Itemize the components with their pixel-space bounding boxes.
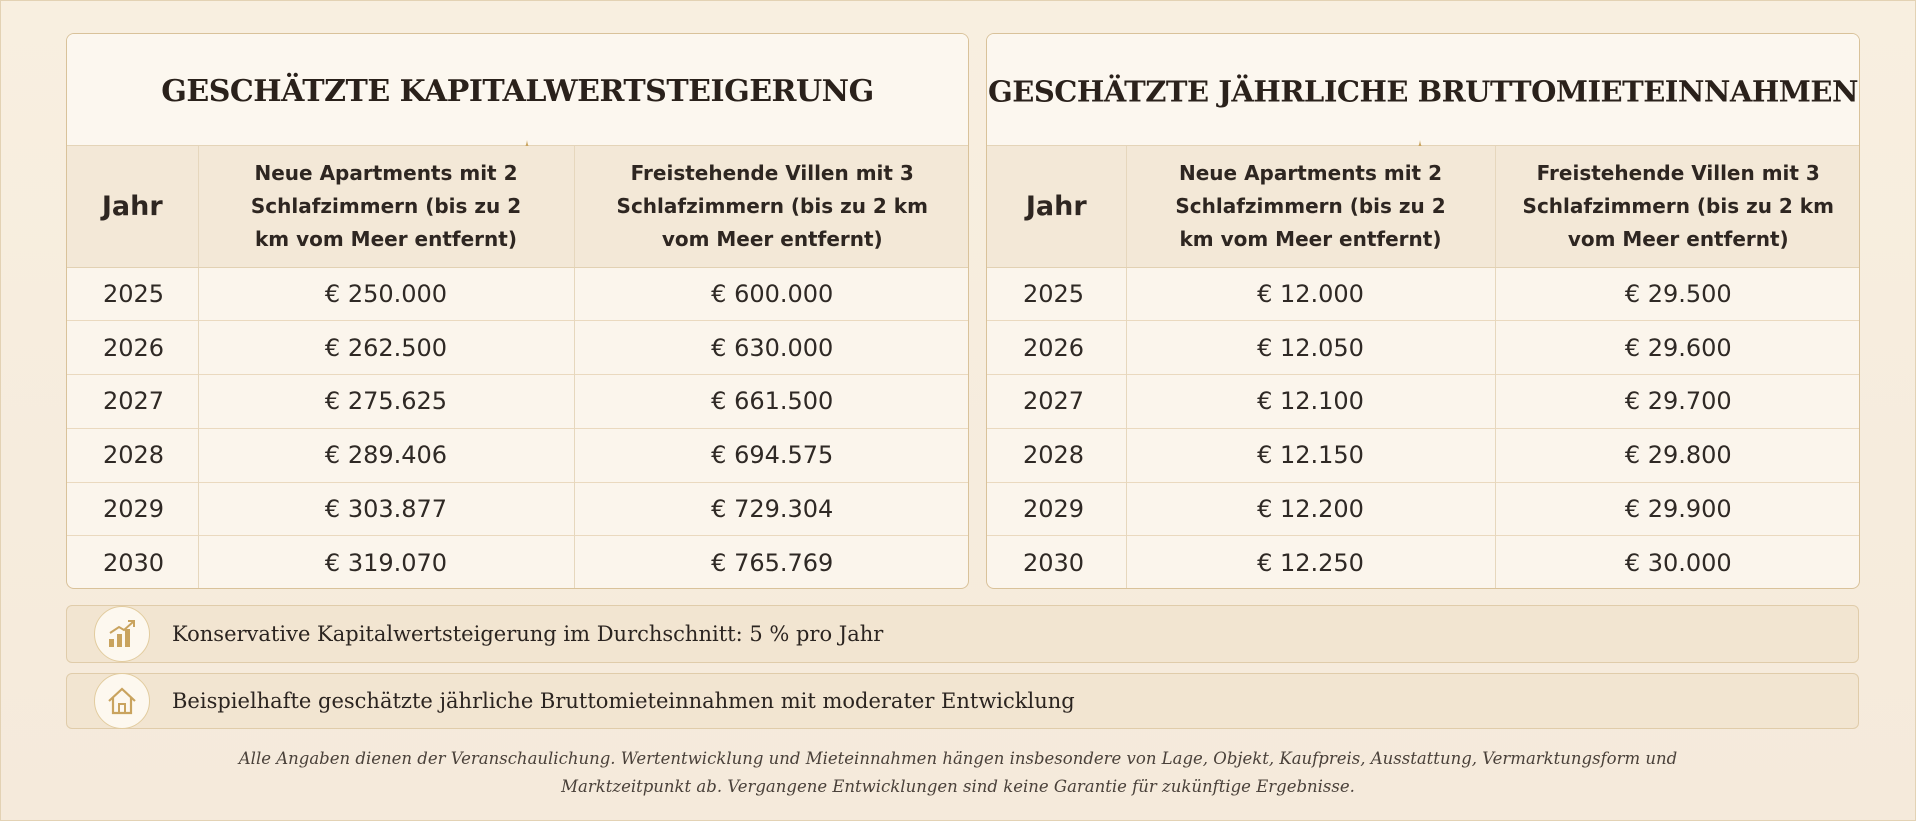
table-row: [67, 428, 969, 482]
capital-growth-table: [67, 146, 969, 589]
header-apartments: Neue Apartments mit 2 Schlafzimmern (bis zu 2 km vom Meer entfernt): [1126, 146, 1495, 267]
disclaimer-line-2: Marktzeitpunkt ab. Vergangene Entwicklungen sind keine Garantie für zukünftige Ergebnisse.: [561, 777, 1355, 796]
apartment-value-cell: € 12.200: [1126, 482, 1495, 536]
year-cell: 2030: [67, 536, 198, 589]
apartment-value-cell: € 250.000: [198, 267, 574, 321]
villa-value-cell: € 29.500: [1624, 279, 1732, 308]
year-cell: 2029: [67, 482, 198, 536]
villa-value-cell: € 29.700: [1495, 375, 1860, 429]
card-title: GESCHÄTZTE KAPITALWERTSTEIGERUNG: [161, 74, 874, 109]
table-row: [67, 321, 969, 375]
rental-note: [66, 673, 1859, 729]
year-cell: 2028: [67, 428, 198, 482]
header-villas: Freistehende Villen mit 3 Schlafzimmern (bis zu 2 km vom Meer entfernt): [574, 146, 969, 267]
table-row: [67, 536, 969, 589]
year-cell: 2029: [987, 482, 1126, 536]
villa-value-cell: € 30.000: [1495, 536, 1860, 589]
table-row: [987, 375, 1860, 429]
disclaimer: [101, 745, 1815, 801]
year-cell: 2025: [67, 267, 198, 321]
villa-value-cell: € 29.900: [1495, 482, 1860, 536]
apartment-value-cell: € 289.406: [198, 428, 574, 482]
villa-value-cell: € 729.304: [574, 482, 969, 536]
villa-value-cell: € 29.600: [1495, 321, 1860, 375]
apartment-value-cell: € 262.500: [198, 321, 574, 375]
year-cell: 2026: [67, 321, 198, 375]
apartment-value-cell: € 12.150: [1126, 428, 1495, 482]
table-row: [987, 428, 1860, 482]
year-cell: 2027: [987, 375, 1126, 429]
apartment-value-cell: € 303.877: [198, 482, 574, 536]
growth-note: [66, 605, 1859, 663]
villa-value-cell: € 600.000: [711, 279, 834, 308]
year-cell: 2030: [987, 536, 1126, 589]
title-ornament: [1027, 120, 1799, 142]
header-apartments: Neue Apartments mit 2 Schlafzimmern (bis zu 2 km vom Meer entfernt): [198, 146, 574, 267]
villa-value-cell: € 694.575: [574, 428, 969, 482]
table-header-row: [987, 146, 1860, 267]
disclaimer-line-1: Alle Angaben dienen der Veranschaulichung. Wertentwicklung und Mieteinnahmen hängen insbesondere von Lage, Objekt, Kaufpreis, Ausstattung, Vermarktungsform und: [238, 749, 1678, 768]
apartment-value-cell: € 12.250: [1126, 536, 1495, 589]
apartment-value-cell: € 275.625: [198, 375, 574, 429]
villa-value-cell: € 661.500: [574, 375, 969, 429]
card-title: GESCHÄTZTE JÄHRLICHE BRUTTOMIETEINNAHMEN: [987, 74, 1859, 109]
year-cell: 2026: [987, 321, 1126, 375]
header-villas: Freistehende Villen mit 3 Schlafzimmern (bis zu 2 km vom Meer entfernt): [1495, 146, 1860, 267]
capital-growth-card: [66, 33, 969, 589]
title-ornament: [107, 120, 908, 142]
table-row: [987, 321, 1860, 375]
apartment-value-cell: € 12.100: [1126, 375, 1495, 429]
rental-income-table: [987, 146, 1860, 589]
villa-value-cell: € 765.769: [574, 536, 969, 589]
apartment-value-cell: € 12.050: [1126, 321, 1495, 375]
header-year: Jahr: [987, 146, 1126, 267]
table-row: [67, 267, 969, 321]
villa-value-cell: € 29.800: [1495, 428, 1860, 482]
table-row: [67, 482, 969, 536]
table-header-row: [67, 146, 969, 267]
table-row: [987, 482, 1860, 536]
house-icon: [94, 673, 150, 729]
table-row: [67, 375, 969, 429]
apartment-value-cell: € 12.000: [1126, 267, 1495, 321]
growth-chart-icon: [94, 606, 150, 662]
year-cell: 2027: [67, 375, 198, 429]
villa-value-cell: € 630.000: [574, 321, 969, 375]
table-row: [987, 267, 1860, 321]
card-header: [67, 34, 968, 146]
apartment-value-cell: € 319.070: [198, 536, 574, 589]
year-cell: 2025: [987, 267, 1126, 321]
table-row: [987, 536, 1860, 589]
year-cell: 2028: [987, 428, 1126, 482]
card-header: [987, 34, 1859, 146]
growth-note-text: Konservative Kapitalwertsteigerung im Durchschnitt: 5 % pro Jahr: [172, 622, 884, 646]
header-year: Jahr: [67, 146, 198, 267]
rental-note-text: Beispielhafte geschätzte jährliche Bruttomieteinnahmen mit moderater Entwicklung: [172, 689, 1075, 713]
rental-income-card: [986, 33, 1860, 589]
